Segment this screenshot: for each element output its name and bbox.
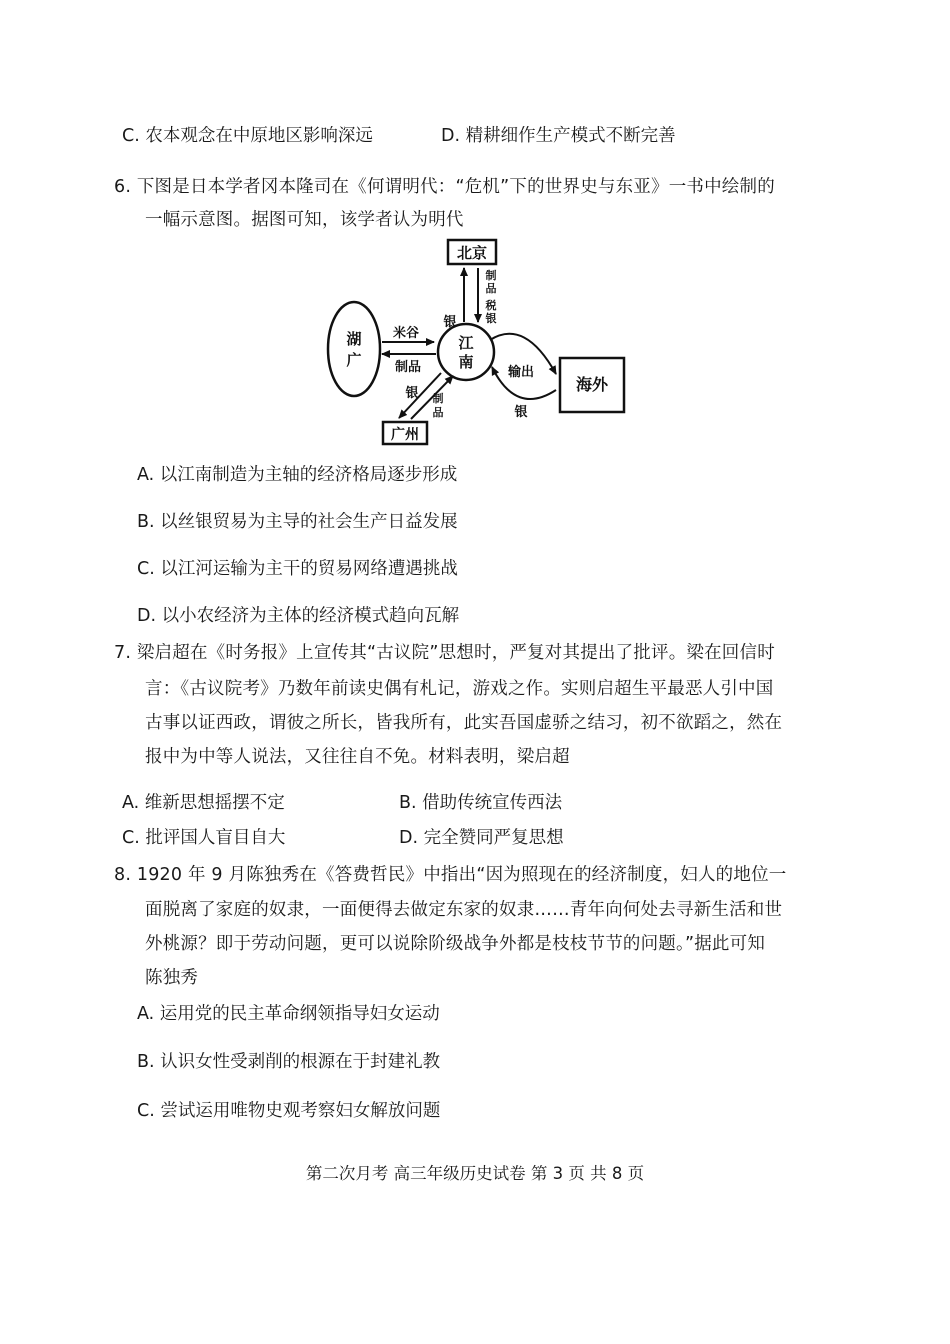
label-yin-beijing: 银 xyxy=(443,315,457,330)
guangzhou-node xyxy=(383,422,427,444)
q6-stem-line2: 一幅示意图。据图可知，该学者认为明代 xyxy=(145,210,464,230)
trade-diagram xyxy=(320,236,640,448)
haiwai-label: 海外 xyxy=(575,375,609,394)
q8-stem-line3: 外桃源？即于劳动问题，更可以说除阶级战争外都是枝枝节节的问题。”据此可知 xyxy=(145,934,766,954)
q5-option-d: D. 精耕细作生产模式不断完善 xyxy=(441,126,676,146)
label-pin-2: 品 xyxy=(432,406,444,419)
q7-option-b: B. 借助传统宣传西法 xyxy=(399,793,563,813)
label-shu-chu: 输出 xyxy=(507,365,535,380)
label-zhi-1: 制 xyxy=(485,269,497,282)
q7-option-d: D. 完全赞同严复思想 xyxy=(399,828,564,848)
label-mi-gu: 米谷 xyxy=(392,326,420,341)
q7-option-c: C. 批评国人盲目自大 xyxy=(122,828,286,848)
q7-stem-line3: 古事以证西政，谓彼之所长，皆我所有，此实吾国虚骄之结习，初不欲蹈之，然在 xyxy=(145,713,783,733)
q7-stem-line4: 报中为中等人说法，又往往自不免。材料表明，梁启超 xyxy=(145,747,570,767)
q6-stem-line1: 6. 下图是日本学者冈本隆司在《何谓明代：“危机”下的世界史与东亚》一书中绘制的 xyxy=(114,177,775,197)
label-yin-guangzhou: 银 xyxy=(405,386,419,401)
q5-option-c: C. 农本观念在中原地区影响深远 xyxy=(122,126,373,146)
huguang-label-1: 湖 xyxy=(346,330,362,348)
q6-option-d: D. 以小农经济为主体的经济模式趋向瓦解 xyxy=(137,606,460,626)
q7-stem-line2: 言：《古议院考》乃数年前读史偶有札记，游戏之作。实则启超生平最恶人引中国 xyxy=(145,679,774,699)
q7-option-a: A. 维新思想摇摆不定 xyxy=(122,793,285,813)
page-footer: 第二次月考 高三年级历史试卷 第 3 页 共 8 页 xyxy=(305,1164,645,1183)
q8-stem-line2: 面脱离了家庭的奴隶，一面便得去做定东家的奴隶……青年向何处去寻新生活和世 xyxy=(145,900,783,920)
jiangnan-node xyxy=(438,324,494,380)
beijing-node xyxy=(448,240,496,264)
label-yin-haiwai: 银 xyxy=(514,405,528,420)
q8-stem-line1: 8. 1920 年 9 月陈独秀在《答费哲民》中指出“因为照现在的经济制度，妇人的地位一 xyxy=(114,865,787,885)
jiangnan-label-1: 江 xyxy=(458,334,474,352)
q6-option-a: A. 以江南制造为主轴的经济格局逐步形成 xyxy=(137,465,458,485)
label-zhi-2: 制 xyxy=(432,392,444,405)
q8-stem-line4: 陈独秀 xyxy=(145,968,199,988)
label-shui: 税 xyxy=(485,299,497,312)
label-pin-1: 品 xyxy=(485,282,497,295)
q6-option-b: B. 以丝银贸易为主导的社会生产日益发展 xyxy=(137,512,458,532)
huguang-label-2: 广 xyxy=(346,351,362,369)
beijing-label: 北京 xyxy=(456,244,488,262)
q6-option-c: C. 以江河运输为主干的贸易网络遭遇挑战 xyxy=(137,559,458,579)
label-zhi-pin-left: 制品 xyxy=(394,360,422,375)
q8-option-c: C. 尝试运用唯物史观考察妇女解放问题 xyxy=(137,1101,441,1121)
guangzhou-label: 广州 xyxy=(391,427,419,443)
huguang-node xyxy=(328,302,380,396)
q7-stem-line1: 7. 梁启超在《时务报》上宣传其“古议院”思想时，严复对其提出了批评。梁在回信时 xyxy=(114,643,775,663)
label-yin-tax: 银 xyxy=(485,312,497,325)
haiwai-node xyxy=(560,358,624,412)
q8-option-a: A. 运用党的民主革命纲领指导妇女运动 xyxy=(137,1004,440,1024)
jiangnan-label-2: 南 xyxy=(458,353,474,371)
q8-option-b: B. 认识女性受剥削的根源在于封建礼教 xyxy=(137,1052,441,1072)
